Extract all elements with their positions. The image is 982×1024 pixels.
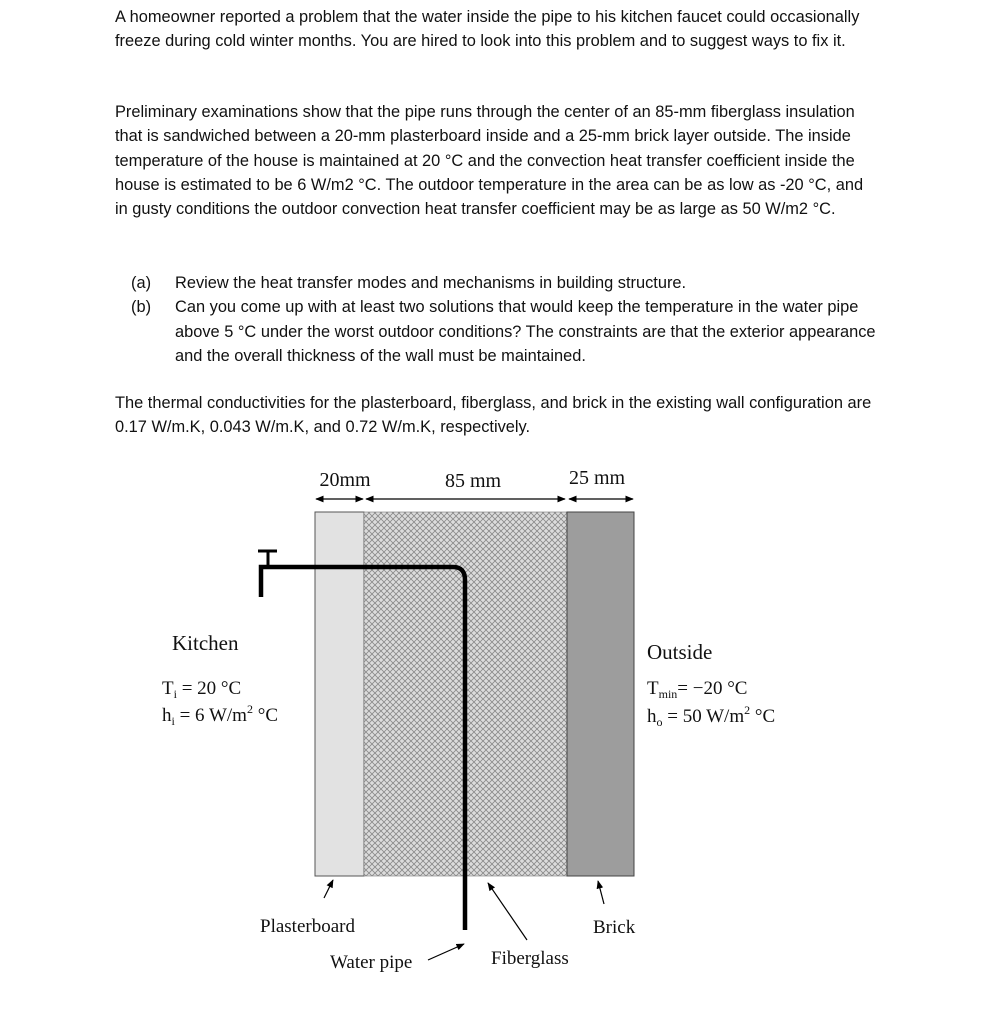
preliminary-text: Preliminary examinations show that the pipe runs through the center of an 85-mm fiberglass insulation that is sandwiched between a 20-mm plasterboard inside and a 25-mm brick layer outside. The inside temperature of the house is maintained at 20 °C and the convection heat transfer coefficient inside the house is estimated to be 6 W/m2 °C. The outdoor temperature in the area can be as low as -20 °C, and in gusty conditions the outdoor convection heat transfer coefficient may be as large as 50 W/m2 °C. — [115, 103, 864, 219]
kitchen-title: Kitchen — [172, 631, 239, 655]
kitchen-convection: $h_i = 6$ $W/m^2$ °C — [162, 702, 278, 728]
pointer-fiberglass — [488, 883, 527, 940]
pointer-brick — [598, 881, 604, 904]
pointer-plasterboard — [324, 880, 333, 898]
task-text-b: Can you come up with at least two solutions that would keep the temperature in the water pipe above 5 °C under the worst outdoor conditions? The constraints are that the exterior appearance and the overall thickness of the wall must be maintained. — [175, 298, 876, 365]
task-marker-b: (b) — [131, 298, 152, 317]
label-water-pipe: Water pipe — [330, 952, 413, 973]
outside-title: Outside — [647, 640, 713, 664]
dimension-label-fiberglass: 85 mm — [444, 470, 502, 492]
label-plasterboard: Plasterboard — [260, 916, 355, 937]
task-marker-a: (a) — [131, 274, 152, 292]
pointer-water-pipe — [428, 944, 464, 960]
dimension-label-plasterboard: 20mm — [319, 469, 371, 491]
conductivities-text: The thermal conductivities for the plasterboard, fiberglass, and brick in the existing wall configuration are 0.17 W/m.K, 0.043 W/m.K, and 0.72 W/m.K, respectively. — [115, 394, 872, 437]
dimension-label-brick: 25 mm — [568, 467, 626, 489]
kitchen-temperature: $T_i = 20$ °C — [162, 678, 242, 701]
task-text-a: Review the heat transfer modes and mechanisms in building structure. — [175, 274, 687, 292]
label-fiberglass: Fiberglass — [491, 948, 569, 969]
label-brick: Brick — [593, 917, 636, 938]
outside-temperature: $T_{min}= -20$ °C — [647, 678, 748, 701]
outside-convection: $h_o = 50$ $W/m^2$ °C — [647, 703, 776, 729]
brick-layer — [567, 512, 634, 876]
intro-text: A homeowner reported a problem that the water inside the pipe to his kitchen faucet could occasionally freeze during cold winter months. You are hired to look into this problem and to suggest ways to fix it. — [115, 8, 860, 51]
